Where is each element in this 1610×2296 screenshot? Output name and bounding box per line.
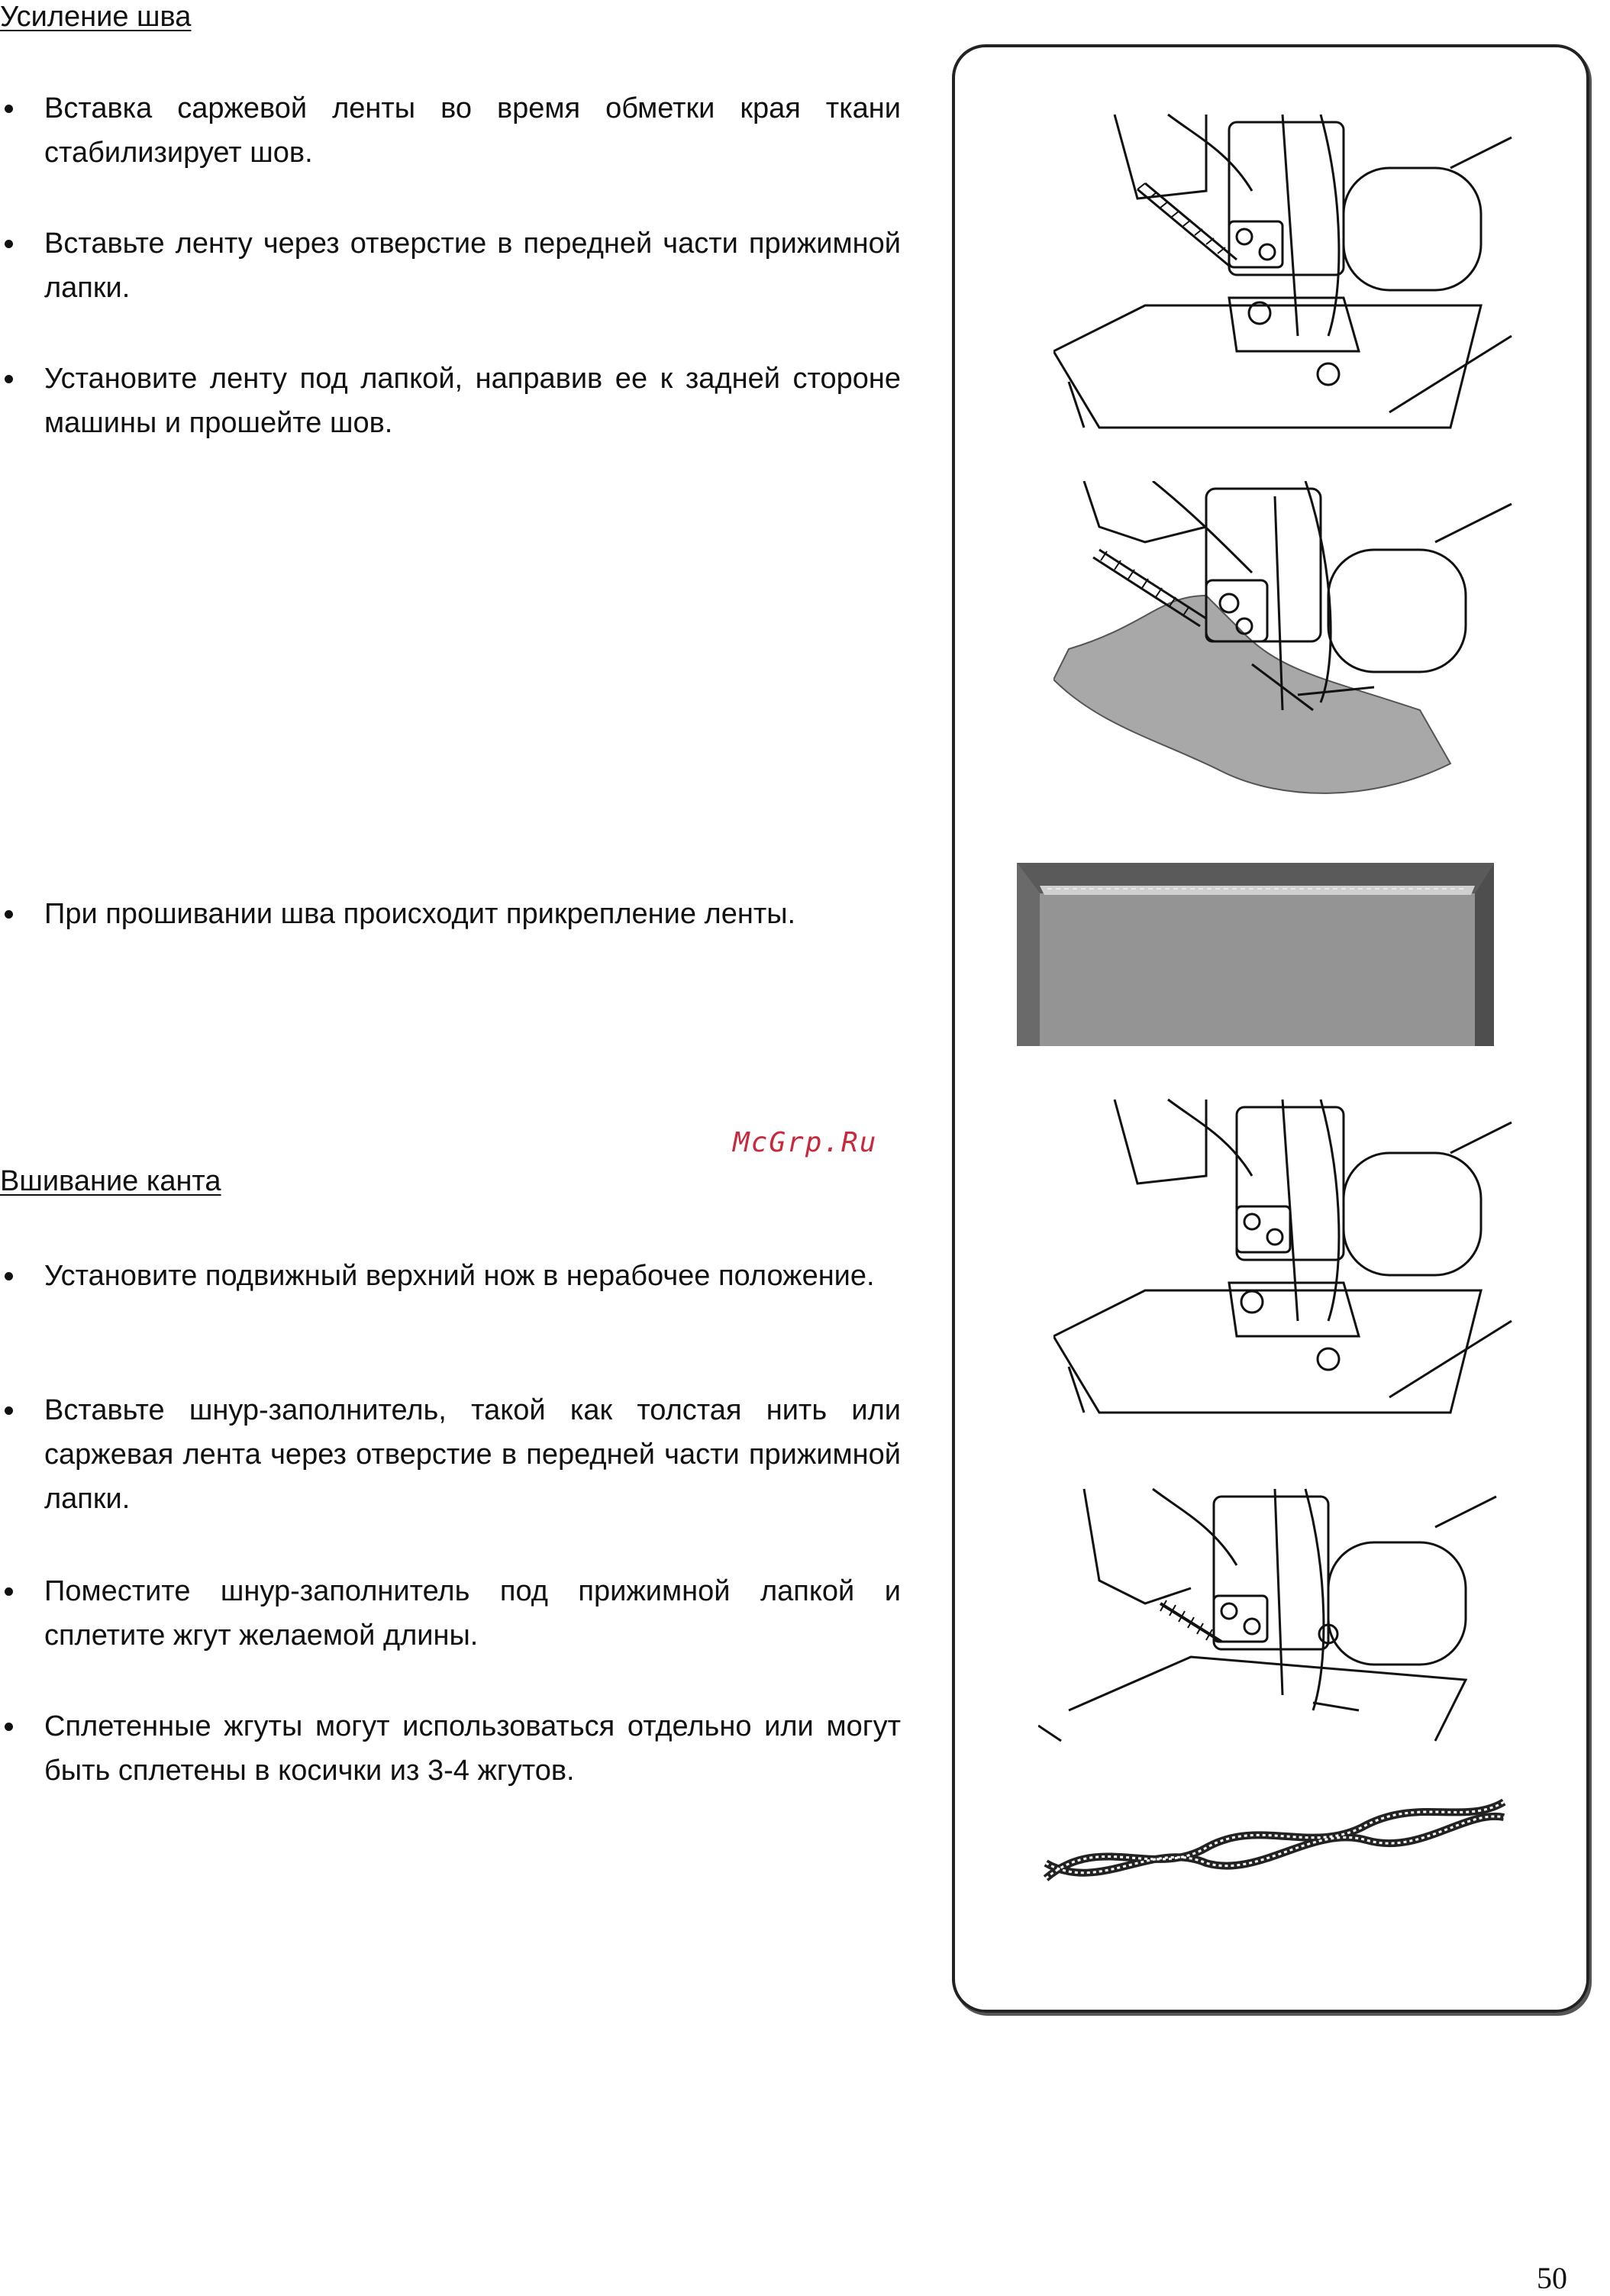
bullet-icon <box>0 1388 44 1521</box>
page-number: 50 <box>1537 2261 1567 2295</box>
list-item <box>0 357 901 445</box>
bullet-icon <box>0 1704 44 1793</box>
presser-foot-illustration <box>1053 1092 1527 1428</box>
list-item-text: Сплетенные жгуты могут использоваться отдельно или могут быть сплетены в косички из 3-4 жгутов. <box>44 1710 901 1787</box>
list-item <box>0 1254 901 1298</box>
list-item-text: Вставьте шнур-заполнитель, такой как толстая нить или саржевая лента через отверстие в передней части прижимной лапки. <box>44 1394 901 1515</box>
bullet-icon <box>0 892 44 936</box>
presser-foot-with-tape-and-fabric-illustration <box>1053 481 1527 802</box>
bullet-icon <box>0 1254 44 1298</box>
list-item <box>0 1388 901 1521</box>
bullet-icon <box>0 221 44 310</box>
list-item <box>0 86 901 175</box>
list-item <box>0 1704 901 1793</box>
presser-foot-with-cord-illustration <box>1038 1481 1512 1749</box>
list-item-text: При прошивании шва происходит прикрепление ленты. <box>44 898 796 930</box>
list-item <box>0 892 901 936</box>
section-heading-seam-reinforcement: Усиление шва <box>0 1 192 33</box>
bullet-icon <box>0 1569 44 1658</box>
watermark: McGrp.Ru <box>733 1127 878 1158</box>
list-item-text: Вставьте ленту через отверстие в передней части прижимной лапки. <box>44 228 901 304</box>
list-item <box>0 221 901 310</box>
braided-cords-illustration <box>1038 1787 1512 1901</box>
list-item-text: Установите ленту под лапкой, направив ее к задней стороне машины и прошейте шов. <box>44 363 901 439</box>
bullet-icon <box>0 86 44 175</box>
bullet-icon <box>0 357 44 445</box>
section-heading-piping: Вшивание канта <box>0 1165 221 1197</box>
finished-seam-with-tape-photo <box>1017 863 1494 1046</box>
list-item-text: Вставка саржевой ленты во время обметки края ткани стабилизирует шов. <box>44 92 901 169</box>
list-item-text: Поместите шнур-заполнитель под прижимной лапкой и сплетите жгут желаемой длины. <box>44 1575 901 1652</box>
presser-foot-with-tape-illustration <box>1053 107 1527 443</box>
list-item <box>0 1569 901 1658</box>
list-item-text: Установите подвижный верхний нож в нерабочее положение. <box>44 1260 875 1292</box>
